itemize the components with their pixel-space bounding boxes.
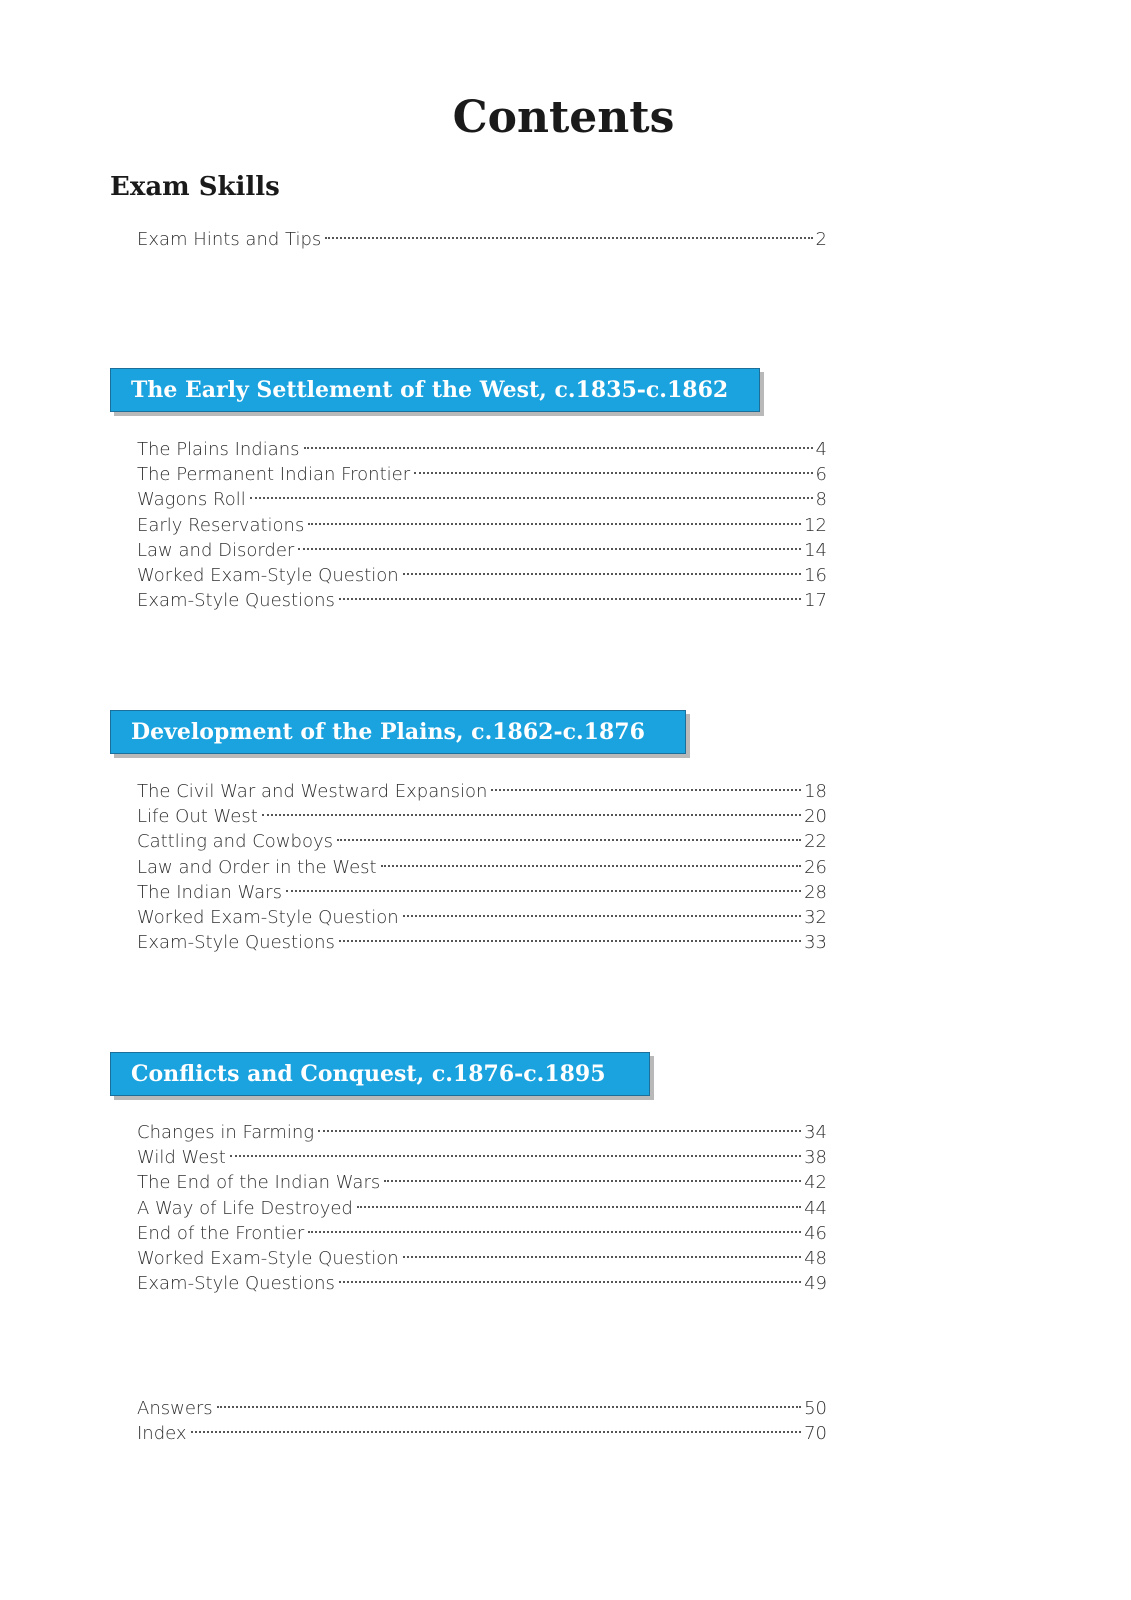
toc-entry-label: Changes in Farming <box>137 1122 315 1143</box>
dot-leader <box>304 422 813 449</box>
toc-entry-label: Cattling and Cowboys <box>137 831 334 853</box>
dot-leader <box>191 1406 802 1433</box>
toc-entry[interactable] <box>137 218 827 250</box>
toc-entry-label: Answers <box>137 1398 213 1419</box>
dot-leader <box>403 1231 801 1258</box>
dot-leader <box>286 865 801 892</box>
toc-entry-label: The Permanent Indian Frontier <box>137 464 411 486</box>
toc-entry-label: Index <box>137 1423 187 1445</box>
toc-entry-page: 20 <box>804 806 827 828</box>
section-list-development-plains <box>137 770 827 954</box>
toc-entry-label: The Indian Wars <box>137 881 282 903</box>
toc-entry-page: 22 <box>804 831 827 853</box>
toc-entry[interactable] <box>137 1412 827 1445</box>
toc-entry-page: 50 <box>804 1398 827 1419</box>
toc-entry-page: 34 <box>804 1122 827 1143</box>
toc-entry-page: 16 <box>804 564 827 586</box>
toc-entry-label: Wild West <box>137 1147 226 1169</box>
back-matter-list <box>137 1387 827 1445</box>
toc-entry-page: 33 <box>804 932 827 954</box>
dot-leader <box>339 1256 801 1283</box>
dot-leader <box>325 212 812 239</box>
dot-leader <box>230 1130 801 1157</box>
toc-entry-page: 8 <box>815 489 827 511</box>
toc-entry-page: 46 <box>804 1222 827 1244</box>
toc-entry-page: 44 <box>804 1197 827 1219</box>
toc-entry-label: The End of the Indian Wars <box>137 1172 381 1194</box>
toc-entry-page: 28 <box>804 881 827 903</box>
toc-entry-page: 6 <box>815 464 827 486</box>
dot-leader <box>357 1181 801 1208</box>
toc-entry-page: 38 <box>804 1147 827 1169</box>
section-banner-early-settlement: The Early Settlement of the West, c.1835-c.1862 <box>110 368 760 412</box>
toc-entry-label: Life Out West <box>137 806 258 828</box>
toc-entry-label: The Civil War and Westward Expansion <box>137 781 488 802</box>
dot-leader <box>262 789 801 816</box>
toc-entry-page: 12 <box>804 514 827 536</box>
toc-entry-label: Law and Disorder <box>137 539 295 561</box>
toc-entry-page: 70 <box>804 1423 827 1445</box>
dot-leader <box>384 1155 801 1182</box>
dot-leader <box>318 1105 801 1132</box>
toc-entry-page: 14 <box>804 539 827 561</box>
toc-entry-label: Wagons Roll <box>137 489 246 511</box>
toc-entry-label: Early Reservations <box>137 514 305 536</box>
dot-leader <box>381 840 801 867</box>
toc-entry-page: 26 <box>804 856 827 878</box>
exam-skills-heading: Exam Skills <box>110 172 280 202</box>
dot-leader <box>403 548 801 575</box>
dot-leader <box>414 447 812 474</box>
dot-leader <box>250 472 813 499</box>
dot-leader <box>308 498 801 525</box>
toc-entry-page: 18 <box>804 781 827 802</box>
toc-entry-label: Worked Exam-Style Question <box>137 564 399 586</box>
section-banner-development-plains: Development of the Plains, c.1862-c.1876 <box>110 710 686 754</box>
section-banner-conflicts-conquest: Conflicts and Conquest, c.1876-c.1895 <box>110 1052 650 1096</box>
toc-entry-label: The Plains Indians <box>137 439 300 460</box>
toc-entry-label: Worked Exam-Style Question <box>137 906 399 928</box>
dot-leader <box>217 1381 801 1408</box>
dot-leader <box>339 573 801 600</box>
dot-leader <box>339 915 801 942</box>
toc-entry-page: 32 <box>804 906 827 928</box>
toc-entry-label: Exam Hints and Tips <box>137 229 322 250</box>
dot-leader <box>298 523 801 550</box>
toc-entry-label: End of the Frontier <box>137 1222 305 1244</box>
toc-entry-page: 4 <box>815 439 827 460</box>
toc-entry-label: Law and Order in the West <box>137 856 377 878</box>
toc-entry-label: Exam-Style Questions <box>137 932 335 954</box>
toc-entry-page: 49 <box>804 1273 827 1295</box>
toc-entry-page: 17 <box>804 590 827 612</box>
section-list-early-settlement <box>137 428 827 612</box>
dot-leader <box>337 814 801 841</box>
section-list-conflicts-conquest <box>137 1111 827 1295</box>
page-title: Contents <box>452 92 675 143</box>
toc-entry-label: A Way of Life Destroyed <box>137 1197 353 1219</box>
toc-entry-label: Worked Exam-Style Question <box>137 1247 399 1269</box>
exam-skills-list <box>137 218 827 250</box>
toc-entry-label: Exam-Style Questions <box>137 1273 335 1295</box>
toc-entry-page: 48 <box>804 1247 827 1269</box>
toc-entry-label: Exam-Style Questions <box>137 590 335 612</box>
toc-entry-page: 42 <box>804 1172 827 1194</box>
dot-leader <box>491 764 801 791</box>
dot-leader <box>403 890 801 917</box>
toc-entry-page: 2 <box>815 229 827 250</box>
dot-leader <box>308 1206 801 1233</box>
